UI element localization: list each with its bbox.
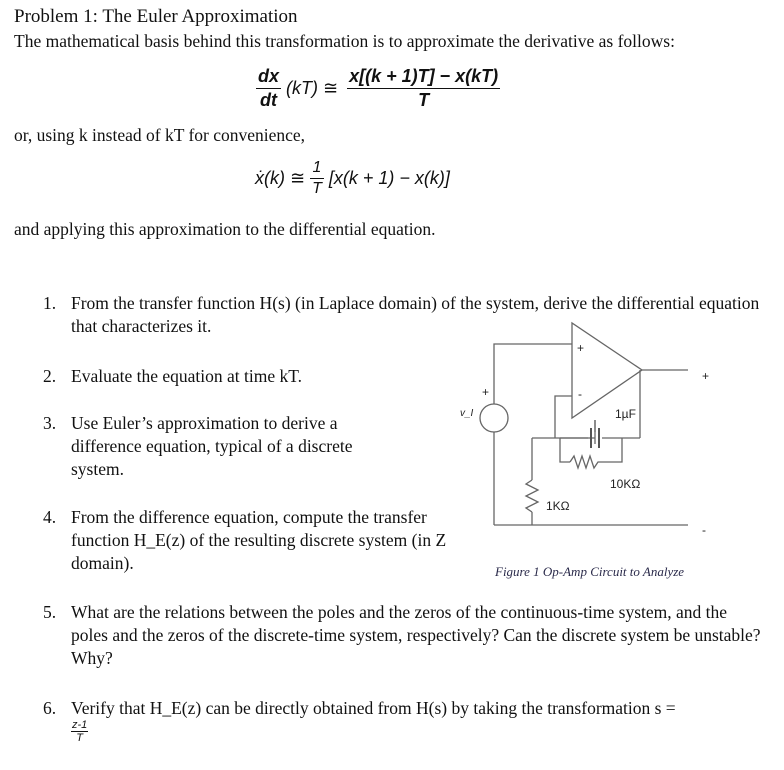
item-number: 2.	[43, 366, 57, 386]
item6-fraction	[71, 719, 88, 744]
applying-text: and applying this approximation to the differential equation.	[14, 219, 436, 239]
ground-resistor-label: 1KΩ	[546, 499, 570, 513]
problem-title: Problem 1: The Euler Approximation	[14, 6, 298, 27]
item-text: From the transfer function H(s) (in Laplace domain) of the system, derive the differential equation that characterizes it.	[71, 293, 760, 336]
eq1-lhs-num: dx	[256, 66, 281, 89]
capacitor-label: 1µF	[615, 407, 636, 421]
source-label: v_I	[460, 408, 474, 419]
item6-frac-num: z-1	[72, 719, 88, 731]
intro-text: The mathematical basis behind this transformation is to approximate the derivative as follows:	[14, 31, 675, 51]
euler-discrete-equation	[255, 159, 450, 198]
item-number: 4.	[43, 507, 57, 527]
op-amp-circuit	[450, 320, 740, 560]
voltage-source	[480, 404, 508, 432]
source-plus-sign: +	[482, 385, 490, 399]
item-number: 3.	[43, 413, 57, 433]
eq2-rhs: [x(k + 1) − x(k)]	[328, 168, 450, 188]
eq2-lhs: ẋ(k) ≅	[255, 168, 306, 188]
euler-derivative-equation	[256, 66, 500, 111]
item-number: 1.	[43, 293, 57, 313]
eq1-lhs-den: dt	[260, 90, 277, 110]
eq1-rhs-den: T	[418, 90, 430, 110]
eq1-lhs-arg: (kT) ≅	[286, 78, 339, 98]
item6-frac-den: T	[76, 732, 83, 744]
item-text: Verify that H_E(z) can be directly obtained from H(s) by taking the transformation s =	[71, 698, 676, 718]
plus-input-sign: +	[577, 341, 585, 355]
eq2-num: 1	[310, 159, 324, 179]
feedback-resistor-label: 10KΩ	[610, 477, 641, 491]
eq2-den: T	[312, 180, 322, 197]
eq2-fraction	[310, 159, 324, 198]
item-number: 5.	[43, 602, 57, 622]
convenience-text: or, using k instead of kT for convenience,	[14, 125, 306, 145]
figure-caption: Figure 1 Op-Amp Circuit to Analyze	[495, 564, 685, 579]
output-minus-sign: -	[702, 523, 706, 537]
item-text: What are the relations between the poles and the zeros of the continuous-time system, and the poles and the zeros of the discrete-time system, respectively? Can the discrete system be unstable? Why?	[71, 602, 761, 668]
output-plus-sign: +	[702, 369, 710, 383]
item-number: 6.	[43, 698, 57, 718]
op-amp-triangle	[572, 323, 642, 418]
eq1-lhs-fraction	[256, 66, 281, 111]
item-text: Evaluate the equation at time kT.	[71, 366, 302, 386]
item-text: From the difference equation, compute the transfer function H_E(z) of the resulting discrete system (in Z domain).	[71, 507, 447, 573]
item-text: Use Euler’s approximation to derive a difference equation, typical of a discrete system.	[71, 413, 353, 479]
minus-input-sign: -	[578, 387, 582, 401]
eq1-rhs-fraction	[347, 66, 500, 111]
eq1-rhs-num: x[(k + 1)T] − x(kT)	[347, 66, 500, 89]
